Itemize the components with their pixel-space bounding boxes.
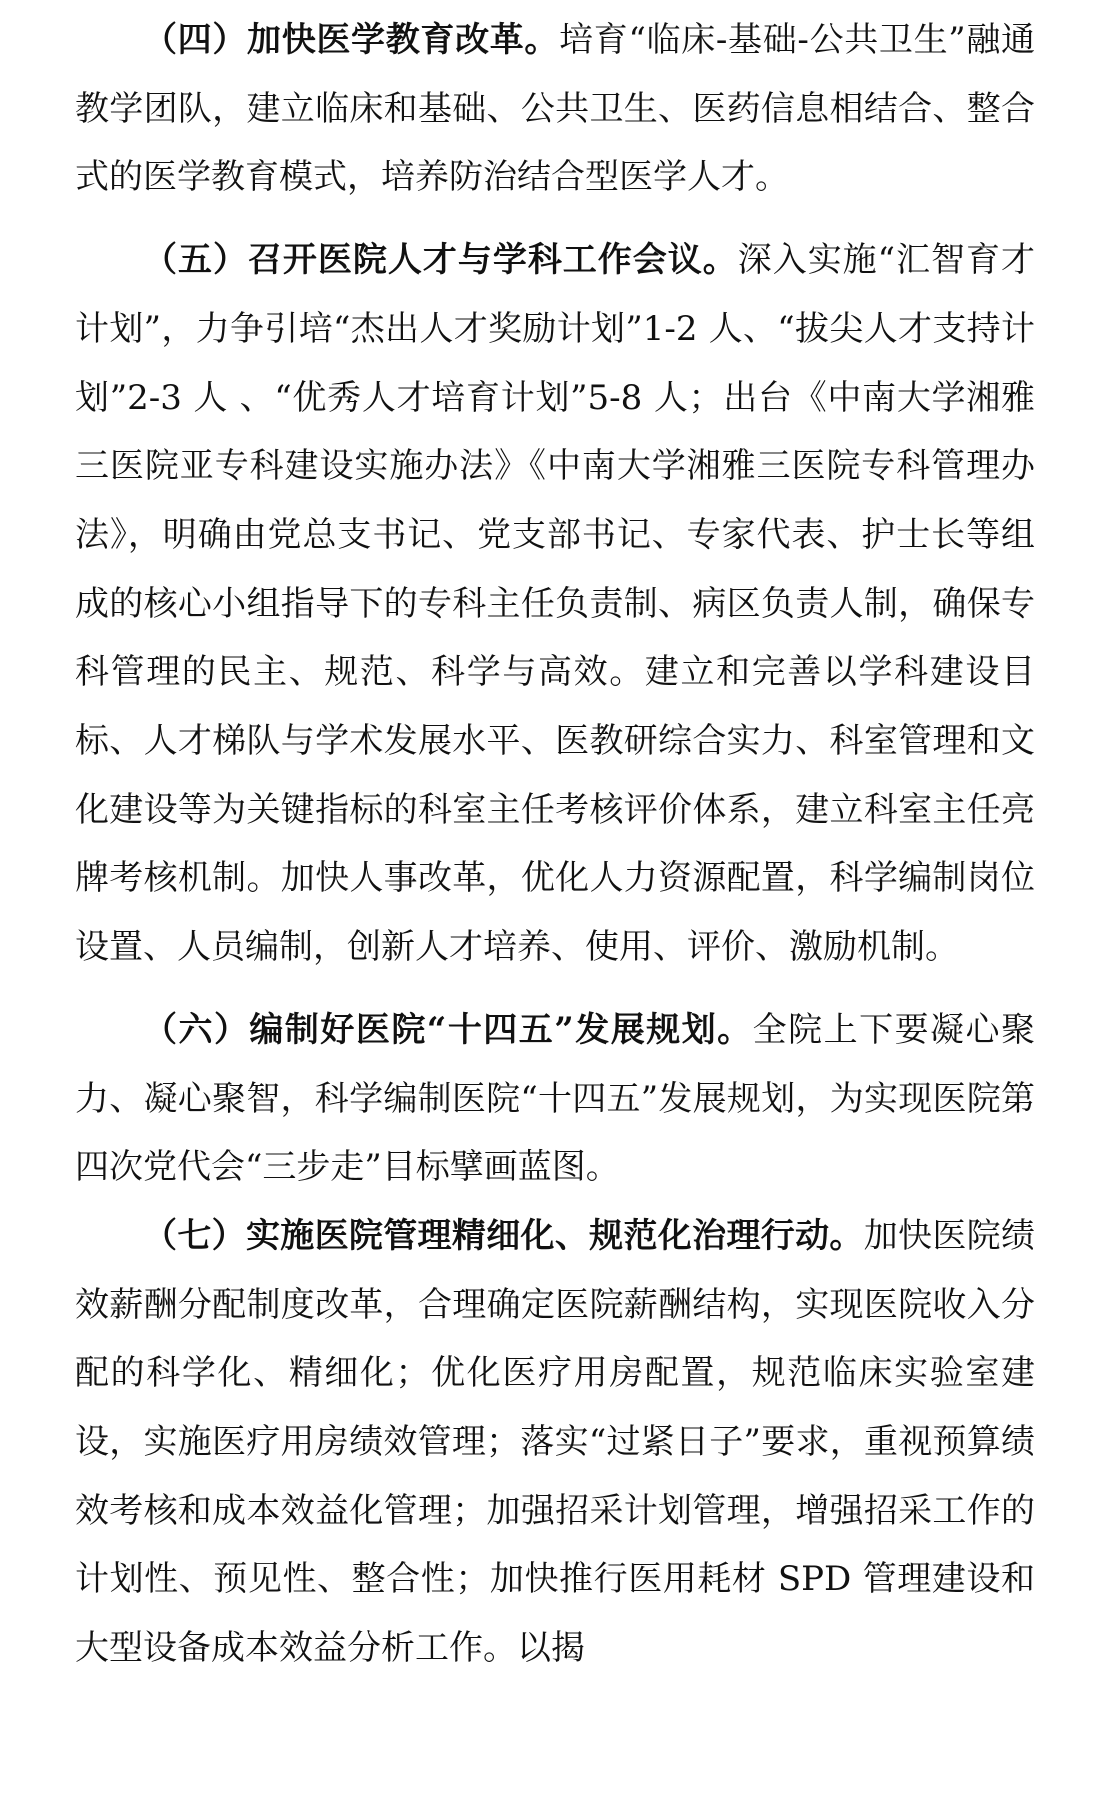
document-page: [75, 6, 1035, 1786]
paragraph-body: 培育“临床-基础-公共卫生”融通教学团队，建立临床和基础、公共卫生、医药信息相结合、整合式的医学教育模式，培养防治结合型医学人才。: [75, 20, 1035, 198]
paragraph-4: [75, 6, 1035, 212]
paragraph-5: [75, 226, 1035, 982]
paragraph-body: 加快医院绩效薪酬分配制度改革，合理确定医院薪酬结构，实现医院收入分配的科学化、精细化；优化医疗用房配置，规范临床实验室建设，实施医疗用房绩效管理；落实“过紧日子”要求，重视预算绩效考核和成本效益化管理；加强招采计划管理，增强招采工作的计划性、预见性、整合性；加快推行医用耗材 SPD 管理建设和大型设备成本效益分析工作。以揭: [75, 1215, 1035, 1669]
paragraph-6: [75, 996, 1035, 1202]
paragraph-7: [75, 1202, 1035, 1683]
paragraph-heading: （六）编制好医院“十四五”发展规划。: [143, 1009, 753, 1050]
paragraph-heading: （七）实施医院管理精细化、规范化治理行动。: [143, 1215, 864, 1256]
paragraph-body: 全院上下要凝心聚力、凝心聚智，科学编制医院“十四五”发展规划，为实现医院第四次党代会“三步走”目标擘画蓝图。: [75, 1009, 1035, 1188]
paragraph-heading: （四）加快医学教育改革。: [143, 20, 560, 60]
paragraph-body: 深入实施“汇智育才计划”，力争引培“杰出人才奖励计划”1-2 人、“拔尖人才支持计划”2-3 人 、“优秀人才培育计划”5-8 人；出台《中南大学湘雅三医院亚专科建设实施办法》《中南大学湘雅三医院专科管理办法》，明确由党总支书记、党支部书记、专家代表、护士长等组成的核心小组指导下的专科主任负责制、病区负责人制，确保专科管理的民主、规范、科学与高效。建立和完善以学科建设目标、人才梯队与学术发展水平、医教研综合实力、科室管理和文化建设等为关键指标的科室主任考核评价体系，建立科室主任亮牌考核机制。加快人事改革，优化人力资源配置，科学编制岗位设置、人员编制，创新人才培养、使用、评价、激励机制。: [75, 240, 1035, 968]
paragraph-heading: （五）召开医院人才与学科工作会议。: [143, 240, 738, 281]
